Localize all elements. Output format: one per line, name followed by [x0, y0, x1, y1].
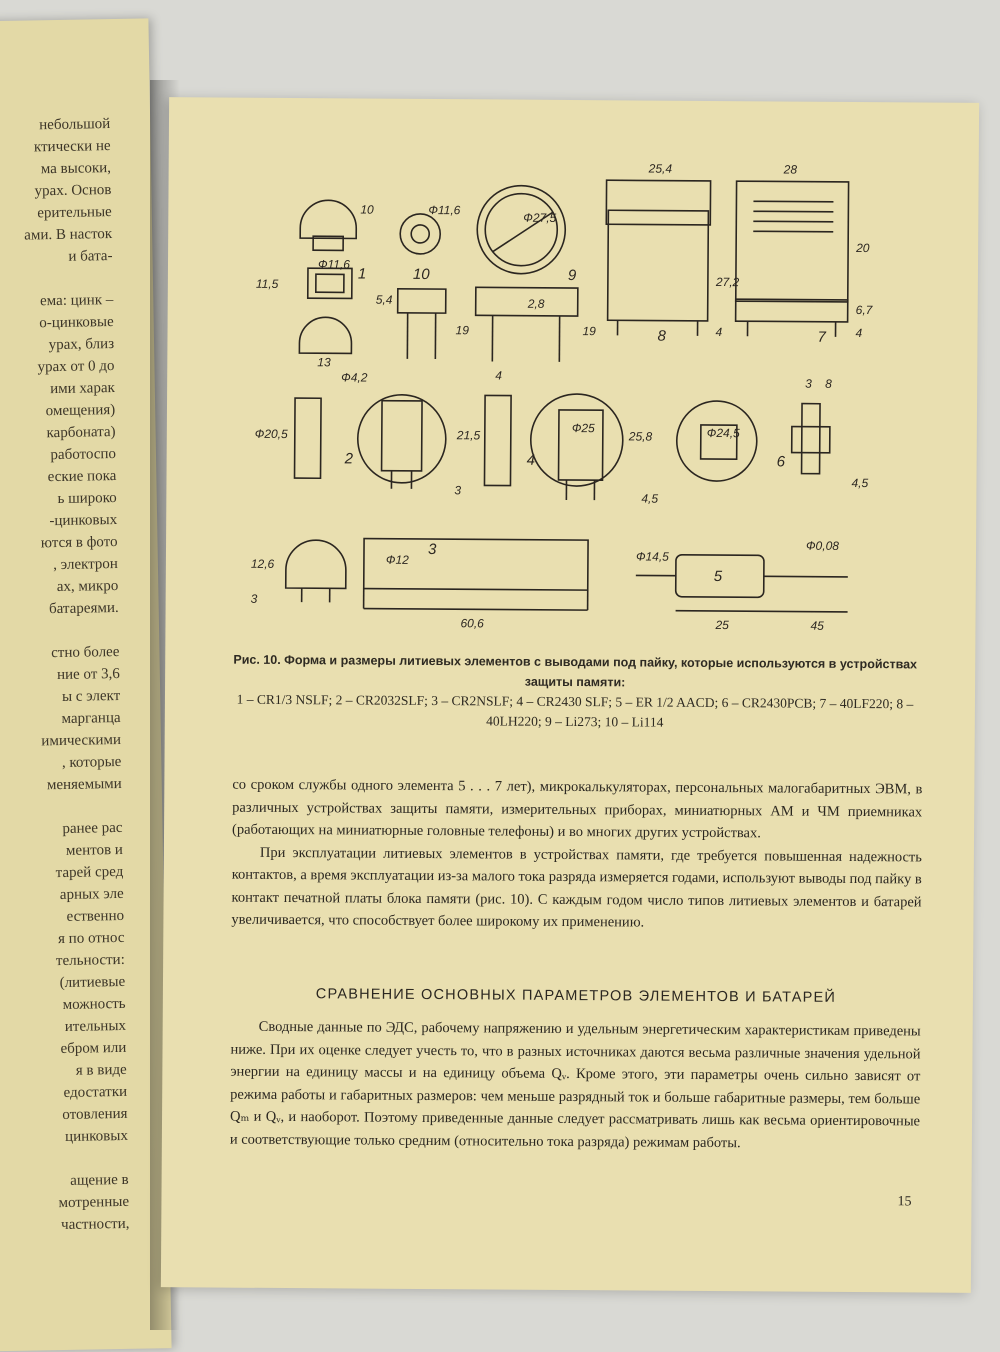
dim-4-2: Ф4,2: [341, 370, 368, 384]
left-page-line: можность: [62, 994, 125, 1015]
left-page-line: урах от 0 до: [37, 356, 114, 377]
section-text: [230, 1016, 921, 1156]
label-8: 8: [657, 328, 666, 345]
left-page-line: еские пока: [48, 466, 117, 487]
dim-19-a: 19: [455, 323, 469, 337]
dim-12: Ф12: [386, 553, 409, 567]
left-page-line: работоспо: [50, 444, 116, 465]
left-page-line: имическими: [41, 730, 121, 751]
label-1: 1: [358, 266, 366, 283]
section-heading: СРАВНЕНИЕ ОСНОВНЫХ ПАРАМЕТРОВ ЭЛЕМЕНТОВ И БАТАРЕЙ: [231, 986, 921, 1007]
dim-8: 8: [825, 377, 832, 391]
dim-19-b: 19: [582, 324, 596, 338]
left-page-line: и бата-: [68, 246, 112, 267]
dim-12-6: 12,6: [251, 557, 275, 571]
left-page-line: , которые: [62, 752, 122, 773]
dim-11-5: 11,5: [256, 277, 279, 291]
left-page-line: мотренные: [58, 1192, 129, 1213]
left-page-line: о-цинковые: [39, 312, 114, 333]
left-page-line: -цинковых: [49, 510, 117, 531]
left-page-line: ние от 3,6: [57, 664, 120, 685]
dim-25-b: 25: [714, 618, 729, 632]
left-page: [0, 18, 172, 1351]
label-3: 3: [428, 541, 437, 558]
dim-11-6-b: Ф11,6: [318, 257, 350, 271]
dim-2-8: 2,8: [527, 297, 545, 311]
left-page-line: я по относ: [58, 928, 125, 949]
dim-11-6: Ф11,6: [428, 203, 460, 217]
left-page-line: ментов и: [66, 840, 123, 861]
dim-3: 3: [805, 377, 812, 391]
left-page-line: ма высоки,: [41, 158, 112, 179]
left-page-line: ерительные: [37, 202, 112, 223]
left-page-line: урах, близ: [49, 334, 115, 355]
right-page: [161, 97, 979, 1293]
caption-title: Рис. 10. Форма и размеры литиевых элементов с выводами под пайку, которые используются в устройствах защиты памяти:: [225, 650, 925, 695]
dim-13: 13: [317, 355, 331, 369]
dim-4-5: 4,5: [641, 491, 658, 505]
dim-27-2: 27,2: [715, 275, 740, 289]
left-page-line: ественно: [66, 906, 124, 927]
left-page-line: ах, микро: [57, 576, 119, 597]
left-page-line: ранее рас: [62, 818, 122, 839]
left-page-line: меняемыми: [47, 774, 122, 795]
dim-25-8: 25,8: [628, 429, 653, 443]
dim-21-5: 21,5: [456, 428, 481, 442]
left-page-line: ебром или: [60, 1038, 126, 1059]
dim-20-5: Ф20,5: [255, 427, 288, 441]
left-page-line: ащение в: [70, 1170, 129, 1191]
cell-top-profile: [300, 200, 356, 238]
left-page-line: я в виде: [76, 1060, 127, 1081]
dim-45: 45: [810, 619, 824, 633]
left-page-line: урах. Основ: [34, 180, 111, 201]
left-page-line: омещения): [46, 400, 116, 421]
dim-3-c: 3: [251, 592, 258, 606]
left-page-line: ими харак: [50, 378, 115, 399]
left-page-line: ема: цинк –: [40, 290, 114, 311]
label-6: 6: [777, 453, 786, 470]
dim-24-5: Ф24,5: [707, 426, 740, 440]
dim-4-5-b: 4,5: [851, 476, 868, 490]
dim-4-c: 4: [495, 368, 502, 382]
body-text: [231, 774, 922, 936]
left-page-line: едостатки: [63, 1082, 127, 1103]
dim-25: Ф25: [572, 421, 595, 435]
left-page-line: (литиевые: [59, 972, 125, 993]
dim-20: 20: [855, 241, 870, 255]
left-page-line: частности,: [61, 1214, 130, 1235]
left-page-line: ются в фото: [41, 532, 118, 553]
figure-lithium-cells: [235, 138, 929, 653]
left-page-line: арных эле: [60, 884, 124, 905]
label-10: 10: [413, 266, 430, 283]
label-4: 4: [527, 452, 535, 469]
left-page-line: карбоната): [46, 422, 115, 443]
dim-60-6: 60,6: [460, 616, 484, 630]
dim-10: 10: [360, 203, 374, 217]
left-page-line: тельности:: [56, 950, 125, 971]
label-9: 9: [568, 267, 577, 284]
left-page-line: ами. В насток: [24, 224, 112, 246]
dim-28: 28: [783, 162, 798, 176]
dim-14-5: Ф14,5: [636, 549, 669, 563]
paragraph: со сроком службы одного элемента 5 . . . 7 лет), микрокалькуляторах, персональных малогабаритных ЭВМ, в различных устройствах защиты памяти, измерительных приборах, миниатюрных АМ и ЧМ приемниках (работающих на миниатюрные головные телефоны) и во многих других устройствах.: [232, 774, 922, 846]
dim-6-7: 6,7: [856, 303, 874, 317]
dim-4-a: 4: [715, 325, 722, 339]
label-7: 7: [817, 329, 826, 346]
figure-caption: [225, 650, 926, 735]
dim-4-b: 4: [855, 326, 862, 340]
left-page-line: тарей сред: [56, 862, 124, 883]
left-page-line: цинковых: [65, 1126, 128, 1147]
label-2: 2: [344, 450, 354, 467]
left-page-line: батареями.: [49, 598, 119, 619]
left-page-line: отовления: [62, 1104, 127, 1125]
dim-25-4: 25,4: [648, 162, 673, 176]
dim-3-b: 3: [454, 483, 461, 497]
caption-legend: 1 – CR1/3 NSLF; 2 – CR2032SLF; 3 – CR2NSLF; 4 – CR2430 SLF; 5 – ER 1/2 AACD; 6 – CR2430PCB; 7 – 40LF220; 8 – 40LH220; 9 – Li273; 10 – Li114: [225, 690, 925, 735]
paragraph: При эксплуатации литиевых элементов в устройствах памяти, где требуется повышенная надежность контактов, а время эксплуатации из-за малого тока разряда измеряется годами, используют выводы под пайку в контакт печатной платы блока памяти (рис. 10). С каждым годом число типов литиевых элементов и батарей увеличивается, что способствует более широкому их применению.: [231, 841, 922, 936]
paragraph: Сводные данные по ЭДС, рабочему напряжению и удельным энергетическим характеристикам приведены ниже. При их оценке следует учесть то, что в разных источниках даются весьма различные значения удельной энергии на единицу массы и на единицу объема Qᵥ. Кроме этого, эти параметры очень сильно зависят от режима работы и габаритных размеров: чем меньше разрядный ток и больше габаритные размеры, тем больше Qₘ и Qᵥ, и наоборот. Поэтому приведенные данные следует рассматривать лишь как весьма ориентировочные и соответствующие только средним (относительно тока разряда) режимам работы.: [230, 1016, 921, 1156]
left-page-line: небольшой: [39, 114, 110, 135]
dim-5-4: 5,4: [376, 293, 393, 307]
left-page-line: ительных: [65, 1016, 127, 1037]
figure-drawing: [235, 138, 929, 653]
left-page-line: ы с элект: [62, 686, 121, 707]
left-page-line: стно более: [51, 642, 120, 663]
dim-0-08: Ф0,08: [806, 539, 839, 553]
page-number: 15: [897, 1194, 911, 1210]
dim-27-5: Ф27,5: [523, 211, 556, 225]
left-page-line: , электрон: [53, 554, 118, 575]
left-page-line: марганца: [61, 708, 120, 729]
label-5: 5: [714, 568, 723, 585]
left-page-line: ь широко: [57, 488, 117, 509]
left-page-line: ктически не: [34, 136, 111, 157]
